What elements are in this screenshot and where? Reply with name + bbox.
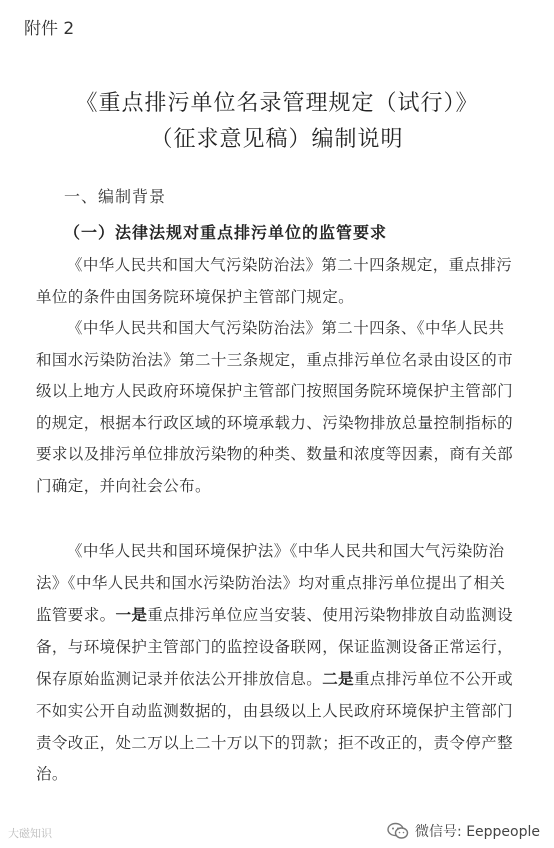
- wechat-id-text: 微信号: Eeppeople: [415, 824, 540, 840]
- section-heading: 一、编制背景: [64, 187, 167, 206]
- paragraph-1: 《中华人民共和国大气污染防治法》第二十四条规定，重点排污单位的条件由国务院环境保护主管部门规定。: [36, 256, 513, 306]
- paragraph-3: [36, 536, 520, 791]
- subsection-heading: （一）法律法规对重点排污单位的监管要求: [64, 223, 388, 242]
- point-two-marker: 二是: [322, 669, 355, 689]
- wechat-watermark: [387, 821, 540, 841]
- paragraph-3-point-two: 重点排污单位不公开或不如实公开自动监测数据的，由县级以上人民政府环境保护主管部门责令改正，处二万以上二十万以下的罚款；拒不改正的，责令停产整治。: [36, 670, 514, 784]
- document-title: 《重点排污单位名录管理规定（试行）》: [75, 91, 479, 116]
- paragraph-2: 《中华人民共和国大气污染防治法》第二十四条、《中华人民共和国水污染防治法》第二十三条规定，重点排污单位名录由设区的市级以上地方人民政府环境保护主管部门按照国务院环境保护主管部门的规定，根据本行政区域的环境承载力、污染物排放总量控制指标的要求以及排污单位排放污染物的种类、数量和浓度等因素，商有关部门确定，并向社会公布。: [36, 319, 514, 495]
- attachment-label: 附件 2: [24, 19, 75, 39]
- paragraph-3-point-one: 重点排污单位应当安装、使用污染物排放自动监测设备，与环境保护主管部门的监控设备联网，保证监测设备正常运行，保存原始监测记录并依法公开排放信息。: [36, 606, 514, 689]
- left-watermark: 大磁知识: [8, 827, 52, 840]
- document-subtitle: （征求意见稿）编制说明: [150, 127, 404, 152]
- point-one-marker: 一是: [115, 605, 148, 625]
- wechat-icon: [387, 822, 409, 840]
- paragraph-3-intro: 《中华人民共和国环境保护法》《中华人民共和国大气污染防治法》《中华人民共和国水污染防治法》均对重点排污单位提出了相关监管要求。: [36, 542, 506, 625]
- footer: [0, 815, 554, 848]
